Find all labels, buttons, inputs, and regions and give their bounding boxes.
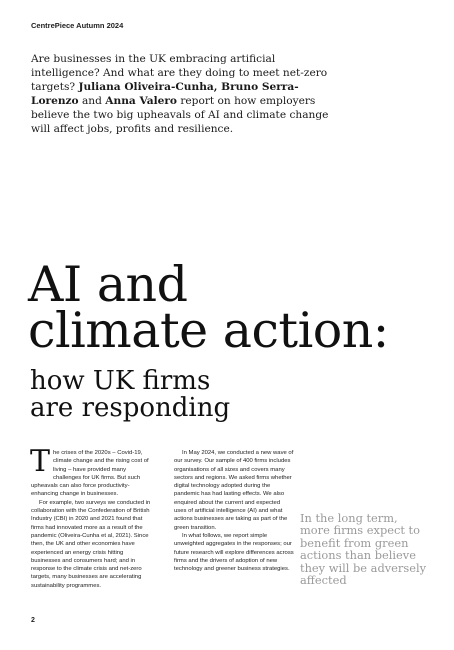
intro-text-end: report on how employers believe the two big upheavals of AI and climate change will affect jobs, profits and resilience.	[31, 95, 329, 135]
body-column-1	[30, 444, 151, 590]
article-title	[28, 256, 389, 359]
title-line: AI and	[28, 256, 188, 313]
article-subtitle	[30, 368, 230, 422]
author-name: Anna Valero	[105, 95, 177, 107]
subtitle-line: are responding	[30, 393, 231, 423]
intro-standfirst	[31, 52, 331, 136]
intro-text-and: and	[78, 95, 106, 107]
body-paragraph: For example, two surveys we conducted in collaboration with the Confederation of British Industry (CBI) in 2020 and 2021 found that firms had innovated more as a result of the pandemic (Oliveira-Cunha et al, 2021). Since then, the UK and other economies have experienced an energy crisis hitting businesses and consumers hard; and in response to the climate crisis and net-zero targets, many businesses are accelerating sustainability programmes.	[31, 499, 151, 589]
body-paragraph: The crises of the 2020s – Covid-19, climate change and the rising cost of living – have provided many challenges for UK firms. But such upheavals can also force productivity-enhancing change in businesses.	[30, 444, 149, 498]
drop-cap: T	[30, 444, 51, 479]
page-number: 2	[31, 617, 35, 624]
pull-quote: In the long term, more firms expect to benefit from green actions than believe they will be adversely affected	[300, 511, 427, 588]
publication-header: CentrePiece Autumn 2024	[31, 21, 124, 30]
body-paragraph: In what follows, we report simple unweighted aggregates in the responses; our future research will explore differences across firms and the drivers of adoption of new technology and greener business strategies.	[174, 532, 294, 573]
body-column-2	[174, 449, 294, 573]
body-paragraph: In May 2024, we conducted a new wave of our survey. Our sample of 400 firms includes organisations of all sizes and covers many sectors and regions. We asked firms whether digital technology adopted during the pandemic has had lasting effects. We also enquired about the current and expected uses of artificial intelligence (AI) and what actions businesses are taking as part of the green transition.	[174, 450, 294, 531]
intro-text: Are businesses in the UK embracing artificial intelligence? And what are they doing to meet net-zero targets?	[31, 53, 328, 93]
subtitle-line: how UK firms	[30, 366, 211, 396]
author-names: Juliana Oliveira-Cunha, Bruno Serra-Lorenzo	[31, 81, 299, 107]
title-line: climate action:	[28, 302, 389, 359]
